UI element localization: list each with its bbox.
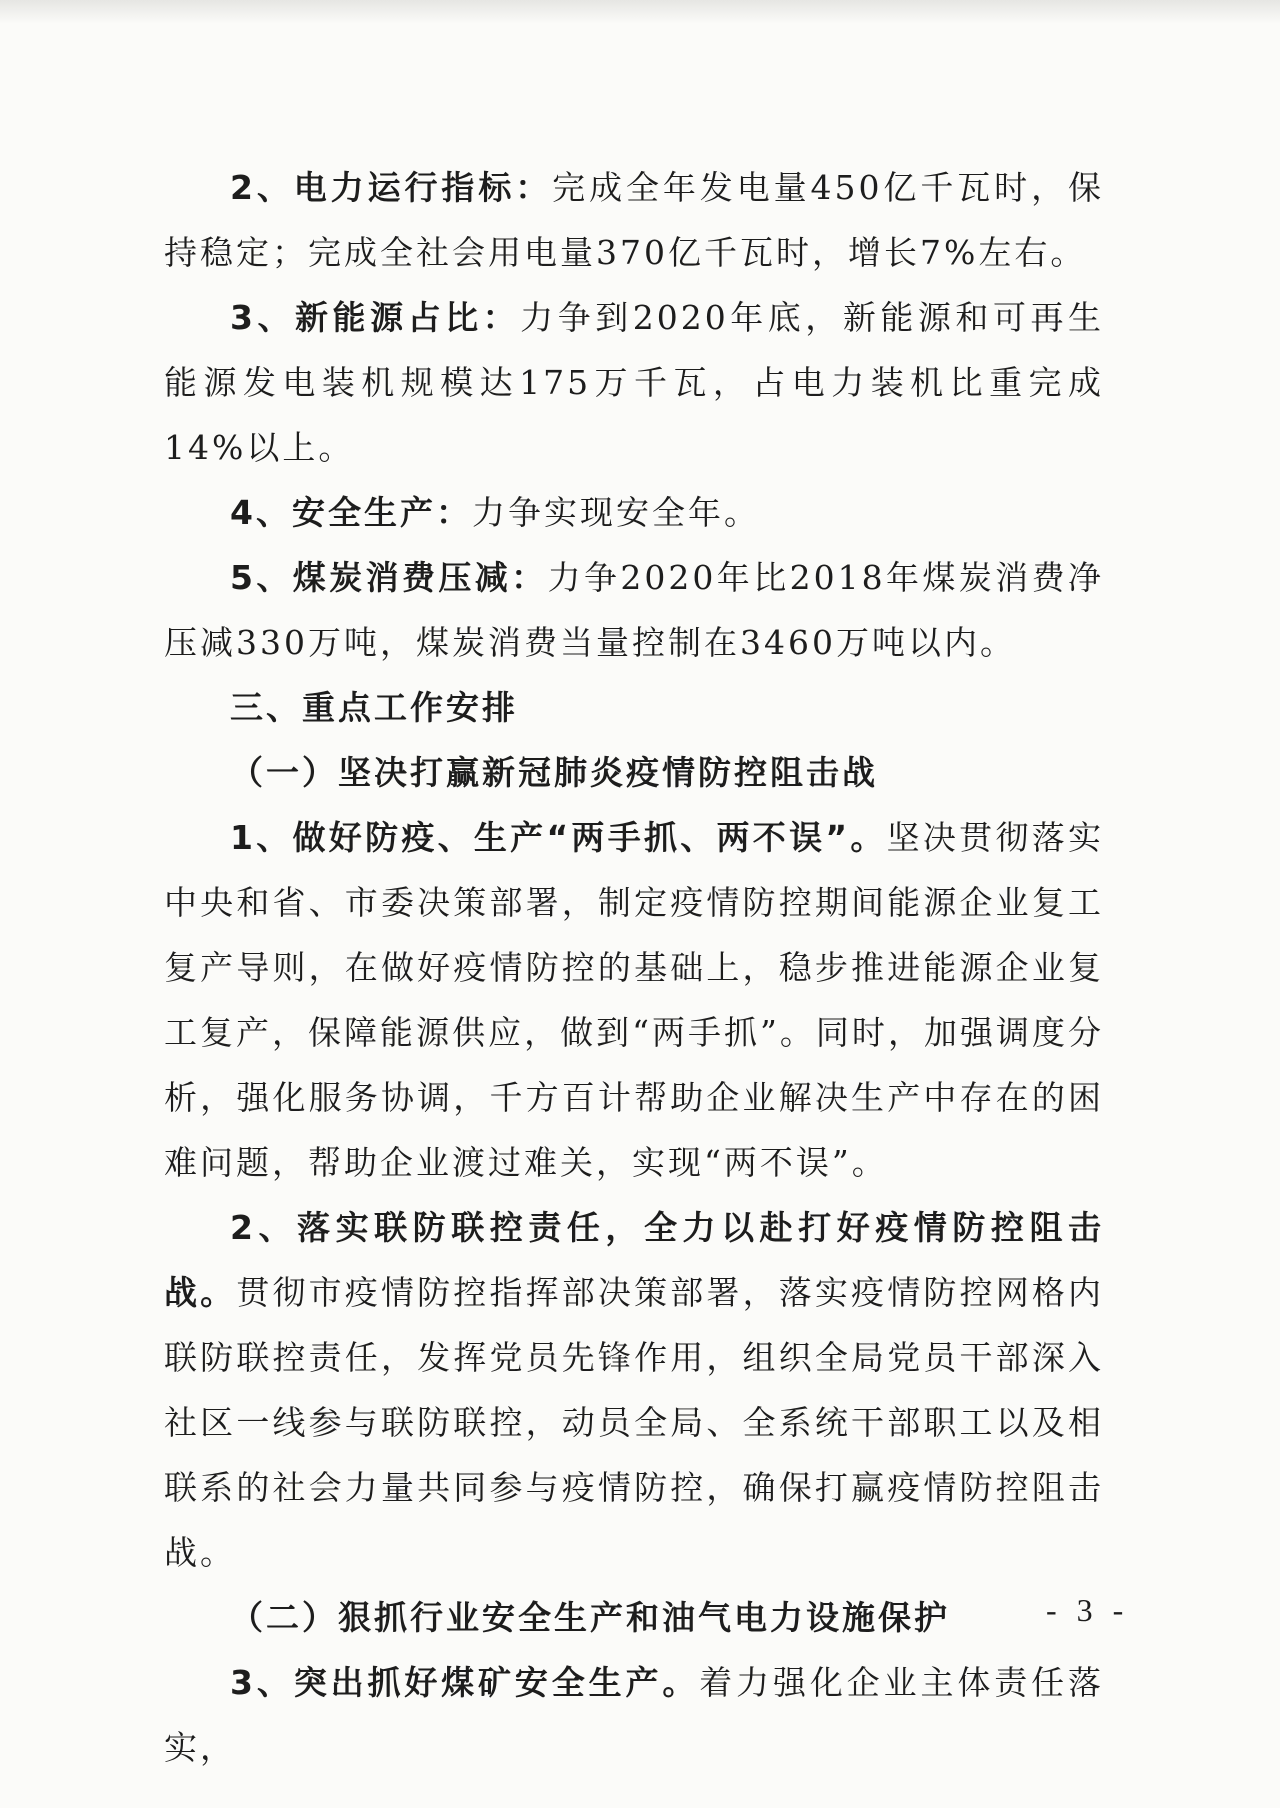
work-item-3 xyxy=(164,1650,1104,1780)
item-text: 完成全年发电量450亿千瓦时，保持稳定；完成全社会用电量370亿千瓦时，增长7%左右。 xyxy=(164,168,1104,272)
target-item-power xyxy=(164,155,1104,285)
item-lead: 2、落实联防联控责任，全力以赴打好疫情防控阻击战。 xyxy=(164,1208,1104,1312)
work-item-1 xyxy=(164,805,1104,1195)
item-text: 力争实现安全年。 xyxy=(471,493,760,532)
item-text: 坚决贯彻落实中央和省、市委决策部署，制定疫情防控期间能源企业复工复产导则，在做好疫情防控的基础上，稳步推进能源企业复工复产，保障能源供应，做到“两手抓”。同时，加强调度分析，强化服务协调，千方百计帮助企业解决生产中存在的困难问题，帮助企业渡过难关，实现“两不误”。 xyxy=(164,818,1104,1182)
item-lead: 2、电力运行指标： xyxy=(230,168,553,207)
item-lead: 4、安全生产： xyxy=(230,493,472,532)
target-item-safety xyxy=(164,480,1104,545)
document-body xyxy=(164,155,1104,1780)
page-number: - 3 - xyxy=(1046,1592,1130,1628)
target-item-coal xyxy=(164,545,1104,675)
subsection-title-1: （一）坚决打赢新冠肺炎疫情防控阻击战 xyxy=(230,753,878,792)
item-lead: 1、做好防疫、生产“两手抓、两不误”。 xyxy=(230,818,887,857)
item-text: 着力强化企业主体责任落实， xyxy=(164,1663,1105,1767)
target-item-new-energy xyxy=(164,285,1104,480)
work-item-2 xyxy=(164,1195,1104,1585)
item-lead: 3、突出抓好煤矿安全生产。 xyxy=(230,1663,700,1702)
item-text: 力争到2020年底，新能源和可再生能源发电装机规模达175万千瓦，占电力装机比重完成14%以上。 xyxy=(164,298,1104,467)
item-lead: 3、新能源占比： xyxy=(230,298,521,337)
item-text: 贯彻市疫情防控指挥部决策部署，落实疫情防控网格内联防联控责任，发挥党员先锋作用，组织全局党员干部深入社区一线参与联防联控，动员全局、全系统干部职工以及相联系的社会力量共同参与疫情防控，确保打赢疫情防控阻击战。 xyxy=(164,1273,1105,1572)
section-heading: 三、重点工作安排 xyxy=(230,688,518,727)
scan-edge xyxy=(0,0,1280,24)
subsection-title-2: （二）狠抓行业安全生产和油气电力设施保护 xyxy=(230,1598,950,1637)
item-text: 力争2020年比2018年煤炭消费净压减330万吨，煤炭消费当量控制在3460万吨以内。 xyxy=(164,558,1104,662)
item-lead: 5、煤炭消费压减： xyxy=(230,558,548,597)
